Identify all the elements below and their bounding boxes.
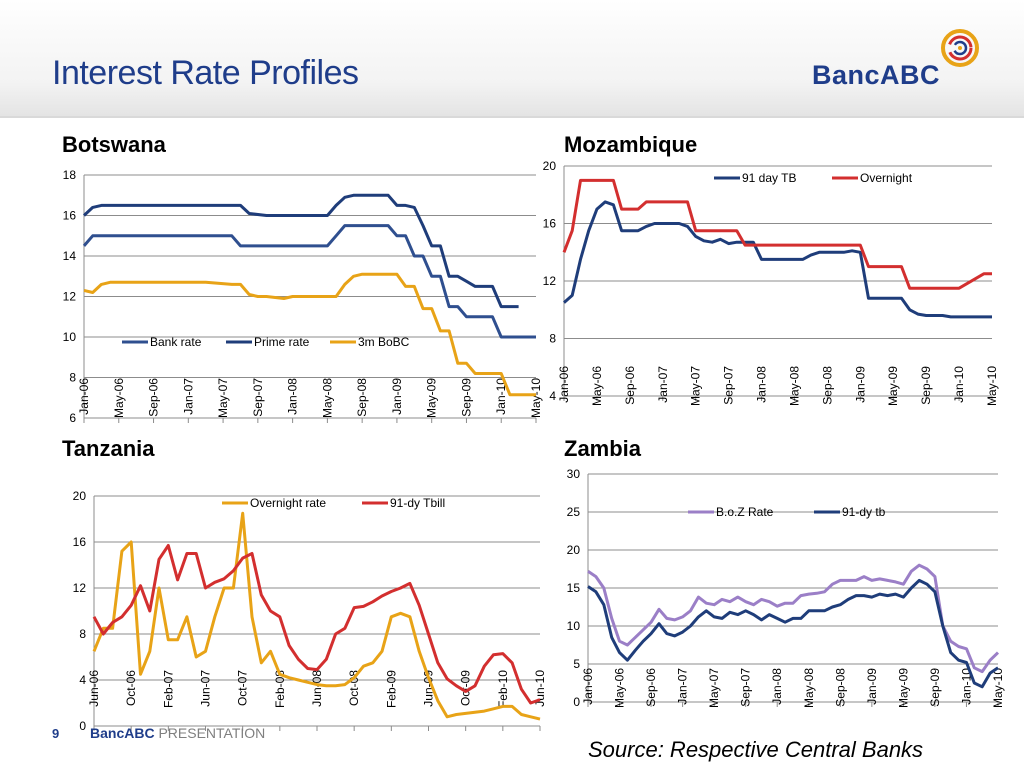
x-tick-label: Sep-07 — [250, 378, 265, 417]
zambia-plot — [530, 432, 1010, 722]
source-note: Source: Respective Central Banks — [588, 737, 924, 762]
x-tick-label: Sep-06 — [146, 378, 161, 417]
x-tick-label: Feb-08 — [272, 670, 287, 709]
x-tick-label: May-06 — [589, 366, 604, 407]
legend-label: 91 day TB — [742, 171, 797, 185]
x-tick-label: May-10 — [985, 366, 999, 407]
y-tick-label: 12 — [542, 274, 556, 288]
chart-title: Mozambique — [564, 132, 698, 157]
x-tick-label: Jan-09 — [853, 366, 868, 403]
x-tick-label: May-06 — [612, 668, 627, 709]
x-tick-label: May-10 — [529, 378, 543, 419]
legend-label: Overnight — [860, 171, 913, 185]
x-tick-label: Jan-10 — [959, 668, 974, 705]
x-tick-label: Jan-09 — [389, 378, 404, 415]
x-tick-label: Sep-09 — [459, 378, 474, 417]
legend-label: B.o.Z Rate — [716, 505, 774, 519]
x-tick-label: May-07 — [707, 668, 722, 709]
y-tick-label: 6 — [69, 411, 76, 425]
x-tick-label: May-10 — [991, 668, 1005, 709]
x-tick-label: Feb-10 — [495, 670, 510, 709]
x-tick-label: Jan-06 — [581, 668, 595, 705]
y-tick-label: 20 — [542, 159, 556, 173]
series-line-overnight — [564, 180, 992, 288]
x-tick-label: Jan-07 — [675, 668, 690, 705]
chart-title: Botswana — [62, 132, 166, 157]
footer-presentation-label: PRESENTATION — [158, 725, 266, 741]
x-tick-label: Sep-07 — [721, 366, 736, 405]
y-tick-label: 16 — [72, 535, 86, 549]
botswana-plot — [50, 128, 543, 428]
y-tick-label: 10 — [62, 330, 76, 344]
x-tick-label: Sep-08 — [820, 366, 835, 405]
logo-ring-icon — [940, 28, 980, 68]
x-tick-label: May-07 — [216, 378, 231, 419]
footer-brand-name: BancABC — [90, 725, 155, 741]
x-tick-label: May-09 — [424, 378, 439, 419]
y-tick-label: 20 — [72, 489, 86, 503]
y-tick-label: 16 — [542, 216, 556, 231]
x-tick-label: Oct-07 — [235, 670, 250, 707]
header-divider — [0, 116, 1024, 118]
y-tick-label: 18 — [62, 168, 76, 182]
x-tick-label: Jan-10 — [494, 378, 509, 415]
x-tick-label: Sep-08 — [833, 668, 848, 707]
page-title: Interest Rate Profiles — [52, 54, 359, 92]
x-tick-label: Jan-07 — [655, 366, 670, 403]
legend-label: 91-dy tb — [842, 505, 886, 519]
y-tick-label: 5 — [573, 657, 580, 671]
x-tick-label: Feb-07 — [161, 670, 176, 709]
chart-title: Zambia — [564, 436, 642, 461]
legend-label: Prime rate — [254, 335, 310, 349]
x-tick-label: Sep-09 — [927, 668, 942, 707]
chart-title: Tanzania — [62, 436, 155, 461]
x-tick-label: Jun-06 — [87, 670, 101, 707]
y-tick-label: 4 — [549, 389, 556, 403]
y-tick-label: 25 — [566, 505, 580, 519]
y-tick-label: 12 — [72, 581, 86, 595]
x-tick-label: Sep-08 — [355, 378, 370, 417]
x-tick-label: Jun-09 — [421, 670, 436, 707]
series-line-91-day-tb — [564, 202, 992, 317]
y-tick-label: 16 — [62, 208, 76, 223]
series-line-prime-rate — [84, 195, 519, 306]
y-tick-label: 20 — [566, 543, 580, 557]
x-tick-label: Oct-06 — [124, 670, 139, 707]
x-tick-label: Sep-09 — [919, 366, 934, 405]
x-tick-label: Jan-06 — [77, 378, 91, 415]
x-tick-label: May-08 — [801, 668, 816, 709]
logo-text: BancABC — [812, 60, 941, 90]
y-tick-label: 10 — [566, 619, 580, 633]
zambia-chart — [530, 432, 1010, 722]
y-tick-label: 8 — [549, 331, 556, 346]
y-tick-label: 30 — [566, 467, 580, 481]
y-tick-label: 4 — [79, 673, 86, 687]
x-tick-label: Sep-07 — [738, 668, 753, 707]
legend-label: Overnight rate — [250, 496, 327, 510]
x-tick-label: Oct-09 — [458, 670, 473, 707]
y-tick-label: 15 — [566, 581, 580, 595]
y-tick-label: 0 — [79, 719, 86, 733]
x-tick-label: May-08 — [787, 366, 802, 407]
legend-label: 91-dy Tbill — [390, 496, 446, 510]
x-tick-label: Jun-08 — [310, 670, 324, 707]
footer-brand — [90, 725, 265, 741]
y-tick-label: 8 — [69, 370, 76, 385]
x-tick-label: Jan-07 — [181, 378, 196, 415]
x-tick-label: Jan-10 — [952, 366, 967, 403]
x-tick-label: Jun-07 — [198, 670, 213, 707]
y-tick-label: 8 — [79, 627, 86, 641]
legend-label: 3m BoBC — [358, 335, 410, 349]
y-tick-label: 0 — [573, 695, 580, 709]
x-tick-label: Sep-06 — [622, 366, 637, 405]
legend-label: Bank rate — [150, 335, 202, 349]
x-tick-label: Jun-10 — [533, 670, 547, 707]
x-tick-label: Oct-08 — [347, 670, 362, 707]
x-tick-label: May-07 — [688, 366, 703, 407]
botswana-chart — [50, 128, 543, 428]
x-tick-label: Sep-06 — [644, 668, 659, 707]
x-tick-label: Jan-09 — [864, 668, 879, 705]
y-tick-label: 12 — [62, 289, 76, 304]
x-tick-label: May-09 — [886, 366, 901, 407]
mozambique-plot — [530, 128, 1010, 428]
x-tick-label: May-09 — [896, 668, 911, 709]
mozambique-chart — [530, 128, 1010, 428]
page-number: 9 — [52, 726, 60, 741]
x-tick-label: May-06 — [111, 378, 126, 419]
x-tick-label: Jan-08 — [285, 378, 300, 415]
x-tick-label: Jan-06 — [557, 366, 571, 403]
bancabc-logo — [812, 28, 992, 108]
x-tick-label: May-08 — [320, 378, 335, 419]
y-tick-label: 14 — [62, 249, 76, 263]
x-tick-label: Feb-09 — [384, 670, 399, 709]
x-tick-label: Jan-08 — [754, 366, 769, 403]
x-tick-label: Jan-08 — [770, 668, 785, 705]
